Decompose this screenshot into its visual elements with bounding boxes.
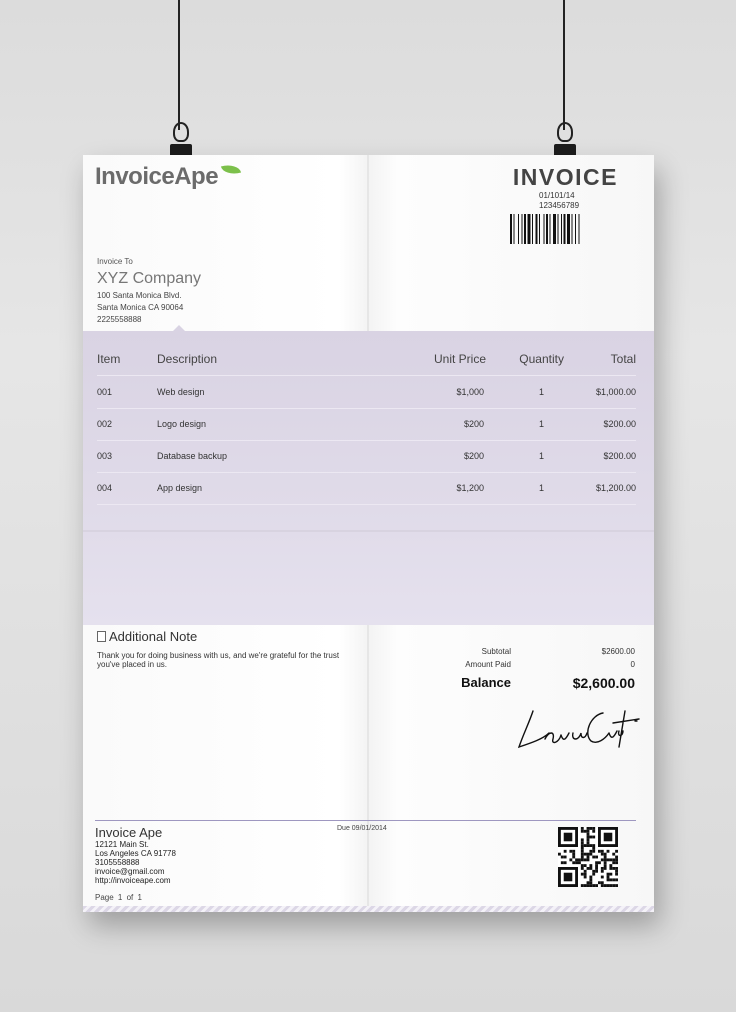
footer-address — [95, 840, 176, 885]
cell-item: 001 — [97, 387, 113, 397]
cell-item: 004 — [97, 483, 113, 493]
subtotal-label: Subtotal — [481, 647, 511, 656]
signature — [513, 703, 641, 757]
address-line: 3105558888 — [95, 858, 140, 867]
fold-crease-horizontal — [83, 530, 654, 532]
address-line: Los Angeles CA 91778 — [95, 849, 176, 858]
header-item: Item — [97, 352, 121, 366]
cell-quantity: 1 — [538, 451, 544, 461]
cell-description: Web design — [157, 387, 205, 397]
cell-unit-price: $1,000 — [456, 387, 484, 397]
bill-to-company: XYZ Company — [97, 270, 202, 287]
table-row — [97, 376, 636, 409]
header-quantity: Quantity — [519, 352, 564, 366]
cell-description: Logo design — [157, 419, 207, 429]
address-line: invoice@gmail.com — [95, 867, 165, 876]
cell-quantity: 1 — [538, 387, 544, 397]
leaf-icon — [221, 162, 241, 177]
invoice-title: INVOICE — [512, 164, 618, 190]
cell-total: $1,000.00 — [595, 387, 636, 397]
bill-to-address — [97, 290, 183, 326]
cell-total: $200.00 — [603, 419, 636, 429]
header-description: Description — [157, 352, 218, 366]
invoice-number: 123456789 — [539, 201, 580, 210]
invoice-sheet — [83, 155, 654, 912]
page-indicator: Page 1 of 1 — [95, 893, 142, 902]
address-line: 100 Santa Monica Blvd. — [97, 291, 182, 300]
header-unit-price: Unit Price — [433, 352, 486, 366]
line-items-table — [83, 331, 654, 625]
table-row — [97, 408, 636, 441]
cell-description: Database backup — [157, 451, 228, 461]
cell-quantity: 1 — [538, 419, 544, 429]
bill-to-label: Invoice To — [97, 257, 133, 266]
cell-unit-price: $1,200 — [456, 483, 484, 493]
cell-item: 003 — [97, 451, 113, 461]
cell-quantity: 1 — [538, 483, 544, 493]
footer-company: Invoice Ape — [95, 825, 163, 840]
balance-row — [435, 675, 635, 693]
qr-code-icon — [558, 827, 618, 887]
address-line: http://invoiceape.com — [95, 876, 171, 885]
hanging-wire-left — [178, 0, 180, 130]
balance-label: Balance — [461, 675, 511, 690]
table-row — [97, 440, 636, 473]
balance-value: $2,600.00 — [572, 675, 635, 691]
cell-total: $1,200.00 — [595, 483, 636, 493]
amount-paid-row — [435, 660, 635, 672]
invoice-date: 01/101/14 — [539, 191, 575, 200]
footer-divider — [95, 820, 636, 821]
address-line: 12121 Main St. — [95, 840, 149, 849]
note-title: Additional Note — [109, 629, 198, 644]
subtotal-row — [435, 647, 635, 659]
header-total: Total — [610, 352, 636, 366]
amount-paid-label: Amount Paid — [465, 660, 511, 669]
hanging-wire-right — [563, 0, 565, 130]
table-row — [97, 472, 636, 505]
address-line: 2225558888 — [97, 315, 142, 324]
cell-unit-price: $200 — [463, 451, 484, 461]
cell-item: 002 — [97, 419, 113, 429]
barcode-icon — [510, 214, 616, 244]
brand-logo: InvoiceApe — [95, 163, 219, 190]
cell-description: App design — [157, 483, 203, 493]
footer-stripe — [83, 906, 654, 912]
cell-unit-price: $200 — [463, 419, 484, 429]
subtotal-value: $2600.00 — [601, 647, 635, 656]
cell-total: $200.00 — [603, 451, 636, 461]
due-date: Due 09/01/2014 — [337, 825, 387, 832]
address-line: Santa Monica CA 90064 — [97, 303, 184, 312]
note-text: Thank you for doing business with us, and we're grateful for the trust you've placed in us. — [97, 651, 340, 669]
document-icon — [97, 631, 106, 642]
table-header — [97, 343, 636, 376]
invoice-meta — [539, 191, 579, 211]
amount-paid-value: 0 — [630, 660, 635, 669]
